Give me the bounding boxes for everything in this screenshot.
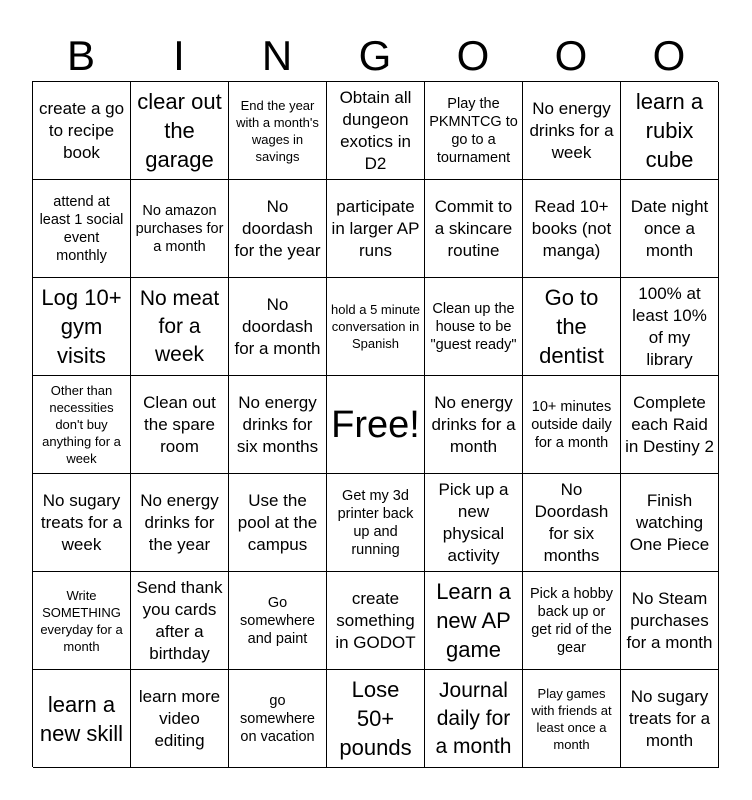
cell-text: Pick up a new physical activity (438, 479, 509, 565)
cell-text: Go somewhere and paint (240, 594, 315, 647)
bingo-cell-r5c2[interactable] (229, 572, 327, 670)
cell-text: No energy drinks for a week (529, 98, 614, 162)
cell-text: Play games with friends at least once a month (531, 685, 612, 752)
bingo-cell-r5c1[interactable] (131, 572, 229, 670)
bingo-cell-r3c6[interactable] (621, 376, 719, 474)
header-letter-o-1: O (456, 32, 490, 79)
cell-text: attend at least 1 social event monthly (39, 193, 124, 264)
bingo-cell-r1c1[interactable] (131, 180, 229, 278)
cell-text: Clean out the spare room (143, 392, 216, 456)
cell-text: Pick a hobby back up or get rid of the gear (529, 585, 614, 656)
bingo-cell-r4c0[interactable] (33, 474, 131, 572)
cell-text: No amazon purchases for a month (135, 202, 224, 255)
cell-text: Learn a new AP game (436, 579, 511, 662)
bingo-cell-r6c4[interactable] (425, 670, 523, 768)
cell-text: Lose 50+ pounds (339, 677, 412, 760)
bingo-cell-r0c4[interactable] (425, 82, 523, 180)
cell-text: Play the PKMNTCG to go to a tournament (429, 95, 518, 166)
bingo-cell-r0c6[interactable] (621, 82, 719, 180)
bingo-cell-r6c3[interactable] (327, 670, 425, 768)
bingo-cell-r4c4[interactable] (425, 474, 523, 572)
cell-text: Date night once a month (630, 196, 709, 260)
free-space[interactable] (327, 376, 425, 474)
bingo-cell-r1c6[interactable] (621, 180, 719, 278)
cell-text: No meat for a week (139, 286, 220, 366)
cell-text: 10+ minutes outside daily for a month (531, 398, 612, 451)
bingo-cell-r3c5[interactable] (523, 376, 621, 474)
bingo-cell-r2c4[interactable] (425, 278, 523, 376)
bingo-cell-r2c3[interactable] (327, 278, 425, 376)
bingo-cell-r6c2[interactable] (229, 670, 327, 768)
bingo-cell-r1c2[interactable] (229, 180, 327, 278)
cell-text: go somewhere on vacation (240, 692, 315, 745)
bingo-cell-r1c5[interactable] (523, 180, 621, 278)
cell-text: Obtain all dungeon exotics in D2 (339, 87, 412, 173)
cell-text: Complete each Raid in Destiny 2 (625, 392, 714, 456)
bingo-cell-r4c6[interactable] (621, 474, 719, 572)
bingo-cell-r6c6[interactable] (621, 670, 719, 768)
bingo-cell-r5c6[interactable] (621, 572, 719, 670)
bingo-cell-r0c3[interactable] (327, 82, 425, 180)
bingo-cell-r5c0[interactable] (33, 572, 131, 670)
cell-text: No doordash for a month (234, 294, 321, 358)
cell-text: No doordash for the year (234, 196, 321, 260)
cell-text: learn more video editing (138, 686, 221, 750)
cell-text: No Steam purchases for a month (626, 588, 713, 652)
bingo-cell-r0c2[interactable] (229, 82, 327, 180)
bingo-cell-r4c5[interactable] (523, 474, 621, 572)
cell-text: End the year with a month's wages in savings (236, 97, 319, 164)
cell-text: Commit to a skincare routine (434, 196, 513, 260)
bingo-cell-r6c1[interactable] (131, 670, 229, 768)
cell-text: learn a new skill (39, 691, 124, 746)
bingo-cell-r2c2[interactable] (229, 278, 327, 376)
bingo-cell-r2c6[interactable] (621, 278, 719, 376)
header-letter-o-2: O (554, 32, 588, 79)
bingo-cell-r5c4[interactable] (425, 572, 523, 670)
cell-text: Read 10+ books (not manga) (531, 196, 612, 260)
bingo-cell-r3c1[interactable] (131, 376, 229, 474)
header-letter-n: N (261, 32, 293, 79)
bingo-grid (32, 81, 718, 767)
bingo-cell-r2c1[interactable] (131, 278, 229, 376)
header-letter-o-3: O (652, 32, 686, 79)
cell-text: No Doordash for six months (534, 479, 609, 565)
bingo-cell-r0c0[interactable] (33, 82, 131, 180)
header-letter-g: G (358, 32, 392, 79)
cell-text: Use the pool at the campus (237, 490, 318, 554)
cell-text: learn a rubix cube (635, 89, 704, 172)
bingo-cell-r1c4[interactable] (425, 180, 523, 278)
bingo-cell-r0c5[interactable] (523, 82, 621, 180)
cell-text: Get my 3d printer back up and running (337, 487, 414, 558)
cell-text: Write SOMETHING everyday for a month (40, 587, 123, 654)
cell-text: No energy drinks for a month (431, 392, 516, 456)
cell-text: Journal daily for a month (435, 678, 512, 758)
cell-text: Go to the dentist (539, 285, 604, 368)
bingo-cell-r6c5[interactable] (523, 670, 621, 768)
header-letter-i: I (173, 32, 185, 79)
bingo-cell-r4c2[interactable] (229, 474, 327, 572)
cell-text: Send thank you cards after a birthday (136, 577, 223, 663)
cell-text: No energy drinks for the year (140, 490, 219, 554)
bingo-cell-r3c2[interactable] (229, 376, 327, 474)
bingo-header (32, 30, 718, 82)
free-space-label: Free! (331, 403, 420, 446)
bingo-cell-r3c4[interactable] (425, 376, 523, 474)
bingo-cell-r2c0[interactable] (33, 278, 131, 376)
bingo-cell-r3c0[interactable] (33, 376, 131, 474)
cell-text: create something in GODOT (335, 588, 416, 652)
header-letter-b: B (66, 32, 95, 79)
cell-text: Finish watching One Piece (629, 490, 710, 554)
bingo-cell-r1c0[interactable] (33, 180, 131, 278)
bingo-cell-r4c1[interactable] (131, 474, 229, 572)
bingo-cell-r6c0[interactable] (33, 670, 131, 768)
cell-text: clear out the garage (137, 89, 222, 172)
cell-text: No sugary treats for a month (628, 686, 711, 750)
cell-text: hold a 5 minute conversation in Spanish (331, 302, 420, 351)
bingo-cell-r0c1[interactable] (131, 82, 229, 180)
cell-text: Other than necessities don't buy anything for a week (42, 383, 121, 466)
cell-text: Clean up the house to be "guest ready" (430, 300, 517, 353)
cell-text: No energy drinks for six months (236, 392, 319, 456)
bingo-cell-r2c5[interactable] (523, 278, 621, 376)
cell-text: No sugary treats for a week (40, 490, 123, 554)
cell-text: create a go to recipe book (38, 98, 125, 162)
cell-text: Log 10+ gym visits (41, 285, 122, 368)
cell-text: 100% at least 10% of my library (632, 283, 707, 369)
cell-text: participate in larger AP runs (331, 196, 420, 260)
bingo-cell-r5c3[interactable] (327, 572, 425, 670)
bingo-cell-r5c5[interactable] (523, 572, 621, 670)
bingo-cell-r4c3[interactable] (327, 474, 425, 572)
bingo-cell-r1c3[interactable] (327, 180, 425, 278)
